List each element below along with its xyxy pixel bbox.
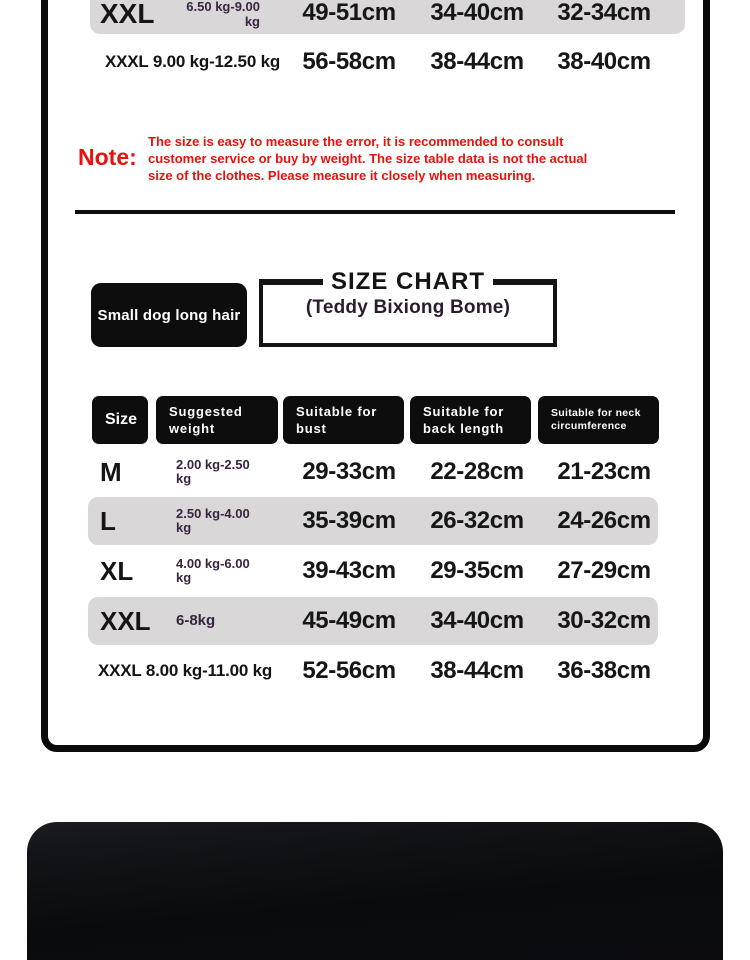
weight-cell — [176, 497, 264, 545]
note-text — [148, 133, 653, 184]
note-label: Note: — [78, 144, 137, 170]
size-chart-title: SIZE CHART — [331, 268, 485, 295]
note-line: size of the clothes. Please measure it closely when measuring. — [148, 168, 536, 183]
back-length-cell: 38-44cm — [430, 657, 524, 684]
header-suitable-back-length — [410, 396, 531, 444]
size-chart-subtitle: (Teddy Bixiong Bome) — [305, 297, 511, 318]
title-dash-left — [259, 279, 323, 285]
header-line: bust — [296, 421, 327, 436]
weight-cell — [176, 448, 264, 496]
back-length-cell: 34-40cm — [430, 0, 524, 26]
size-cell: XXL — [100, 606, 151, 636]
back-length-cell: 34-40cm — [430, 607, 524, 634]
header-line: Suggested — [169, 404, 243, 419]
header-line: weight — [169, 421, 215, 436]
bust-cell: 56-58cm — [302, 48, 396, 75]
weight-line1: 2.00 kg-2.50 — [176, 456, 250, 472]
size-cell: XXL — [100, 0, 155, 29]
weight-line1: 6.50 kg-9.00 — [186, 0, 260, 14]
header-suitable-neck — [538, 396, 659, 444]
bust-cell: 39-43cm — [302, 557, 396, 584]
back-length-cell: 22-28cm — [430, 458, 524, 485]
header-line: Suitable for neck — [551, 406, 641, 419]
weight-cell — [176, 547, 264, 595]
neck-cell: 38-40cm — [557, 48, 651, 75]
size-cell: XL — [100, 556, 134, 586]
weight-cell — [176, 597, 264, 645]
header-line: Suitable for — [296, 404, 378, 419]
table-row — [0, 647, 750, 695]
header-line: Size — [105, 411, 138, 428]
size-cell: L — [100, 506, 116, 536]
table-row — [0, 597, 750, 645]
neck-cell: 27-29cm — [557, 557, 651, 584]
weight-line1: 6-8kg — [176, 611, 216, 629]
neck-cell: 30-32cm — [557, 607, 651, 634]
table-row — [0, 448, 750, 496]
weight-line1: 4.00 kg-6.00 — [176, 555, 250, 571]
size-chart-title-row — [259, 269, 557, 295]
note-line: customer service or buy by weight. The size table data is not the actual — [148, 151, 588, 166]
header-line: Suitable for — [423, 404, 505, 419]
back-length-cell: 38-44cm — [430, 48, 524, 75]
size-chart-title-box — [259, 268, 557, 347]
note-line: The size is easy to measure the error, it is recommended to consult — [148, 134, 564, 149]
header-line: back length — [423, 421, 505, 436]
weight-line2: kg — [176, 520, 192, 535]
header-line: circumference — [551, 420, 627, 432]
bust-cell: 49-51cm — [302, 0, 396, 26]
product-photo-panel — [27, 822, 723, 960]
bust-cell: 52-56cm — [302, 657, 396, 684]
weight-line2: kg — [244, 13, 260, 29]
table-row — [0, 547, 750, 595]
weight-cell — [173, 0, 260, 29]
header-suggested-weight — [156, 396, 278, 444]
back-length-cell: 29-35cm — [430, 557, 524, 584]
neck-cell: 24-26cm — [557, 507, 651, 534]
header-suitable-bust — [283, 396, 404, 444]
size-cell: M — [100, 457, 122, 487]
header-size — [92, 396, 148, 444]
section-divider — [75, 210, 675, 214]
weight-line1: 2.50 kg-4.00 — [176, 505, 250, 521]
bust-cell: 29-33cm — [302, 458, 396, 485]
back-length-cell: 26-32cm — [430, 507, 524, 534]
size-weight-cell: XXXL 8.00 kg-11.00 kg — [98, 661, 273, 680]
title-dash-right — [493, 279, 557, 285]
bust-cell: 35-39cm — [302, 507, 396, 534]
neck-cell: 21-23cm — [557, 458, 651, 485]
weight-line2: kg — [176, 471, 192, 486]
neck-cell: 36-38cm — [557, 657, 651, 684]
table-row — [0, 497, 750, 545]
size-weight-cell: XXXL 9.00 kg-12.50 kg — [105, 52, 281, 71]
bust-cell: 45-49cm — [302, 607, 396, 634]
weight-line2: kg — [176, 570, 192, 585]
neck-cell: 32-34cm — [557, 0, 651, 26]
dog-type-tag: Small dog long hair — [91, 283, 247, 347]
